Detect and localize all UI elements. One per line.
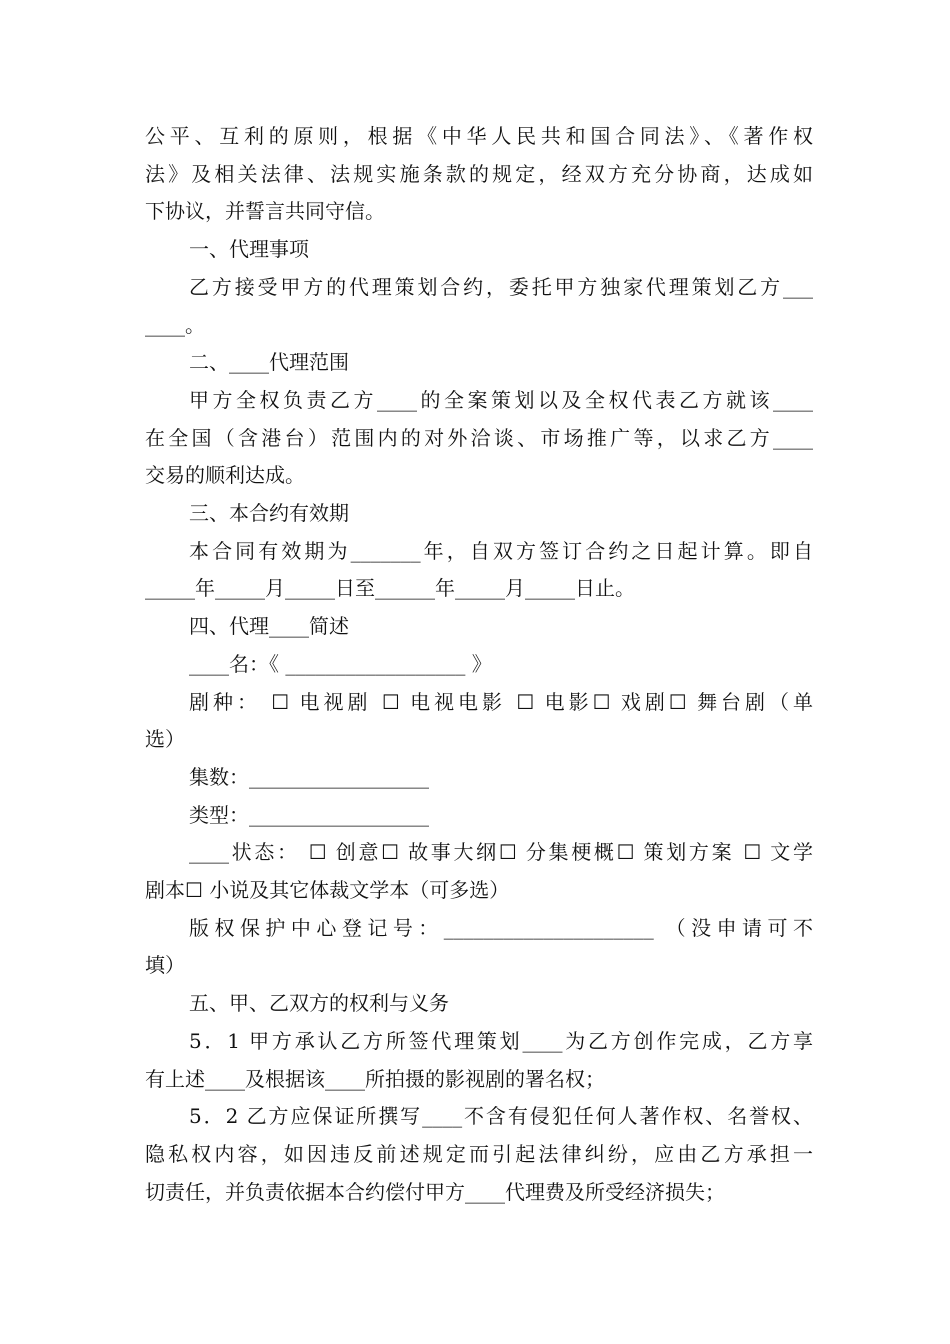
paragraph-line: 在全国（含港台）范围内的对外洽谈、市场推广等，以求乙方____ bbox=[145, 425, 813, 450]
paragraph-line: _____年_____月_____日至______年_____月_____日止。 bbox=[145, 576, 635, 601]
paragraph-line: 交易的顺利达成。 bbox=[145, 463, 305, 488]
paragraph-line: 有上述____及根据该____所拍摄的影视剧的署名权； bbox=[145, 1066, 605, 1091]
paragraph-line: 填） bbox=[145, 953, 185, 978]
paragraph-line: 隐私权内容，如因违反前述规定而引起法律纠纷，应由乙方承担一 bbox=[145, 1141, 813, 1166]
episodes-field-line: 集数：__________________ bbox=[189, 764, 429, 789]
clause-5-1-line: 5．1 甲方承认乙方所签代理策划____为乙方创作完成，乙方享 bbox=[189, 1028, 813, 1053]
paragraph-line: 本合同有效期为_______年，自双方签订合约之日起计算。即自 bbox=[189, 538, 813, 563]
paragraph-line: ____。 bbox=[145, 312, 205, 337]
paragraph-line: 下协议，并誓言共同守信。 bbox=[145, 199, 385, 224]
type-field-line: 类型：__________________ bbox=[189, 802, 429, 827]
paragraph-line: 公平、互利的原则，根据《中华人民共和国合同法》、《著作权 bbox=[145, 124, 813, 148]
paragraph-line: 乙方接受甲方的代理策划合约，委托甲方独家代理策划乙方___ bbox=[189, 274, 813, 299]
paragraph-line: 甲方全权负责乙方____的全案策划以及全权代表乙方就该____ bbox=[189, 387, 813, 412]
clause-5-2-line: 5．2 乙方应保证所撰写____不含有侵犯任何人著作权、名誉权、 bbox=[189, 1104, 813, 1129]
title-field-line: ____名：《 __________________ 》 bbox=[189, 651, 492, 676]
section-heading-2: 二、____代理范围 bbox=[189, 350, 349, 375]
document-body bbox=[145, 118, 813, 1211]
paragraph-line: 切责任，并负责依据本合约偿付甲方____代理费及所受经济损失； bbox=[145, 1179, 725, 1204]
section-heading-3: 三、本合约有效期 bbox=[189, 501, 349, 526]
paragraph-line: 选） bbox=[145, 727, 185, 752]
paragraph-line: 剧本☐ 小说及其它体裁文学本（可多选） bbox=[145, 878, 510, 903]
section-heading-4: 四、代理____简述 bbox=[189, 614, 349, 639]
registration-field-line: 版权保护中心登记号：_____________________ （没申请可不 bbox=[189, 915, 813, 940]
status-options-line: ____状态： ☐ 创意☐ 故事大纲☐ 分集梗概☐ 策划方案 ☐ 文学 bbox=[189, 840, 813, 865]
paragraph-line: 法》及相关法律、法规实施条款的规定，经双方充分协商，达成如 bbox=[145, 161, 813, 186]
genre-options-line: 剧种： ☐ 电视剧 ☐ 电视电影 ☐ 电影☐ 戏剧☐ 舞台剧（单 bbox=[189, 689, 813, 714]
section-heading-5: 五、甲、乙双方的权利与义务 bbox=[189, 991, 449, 1016]
section-heading-1: 一、代理事项 bbox=[189, 237, 309, 262]
